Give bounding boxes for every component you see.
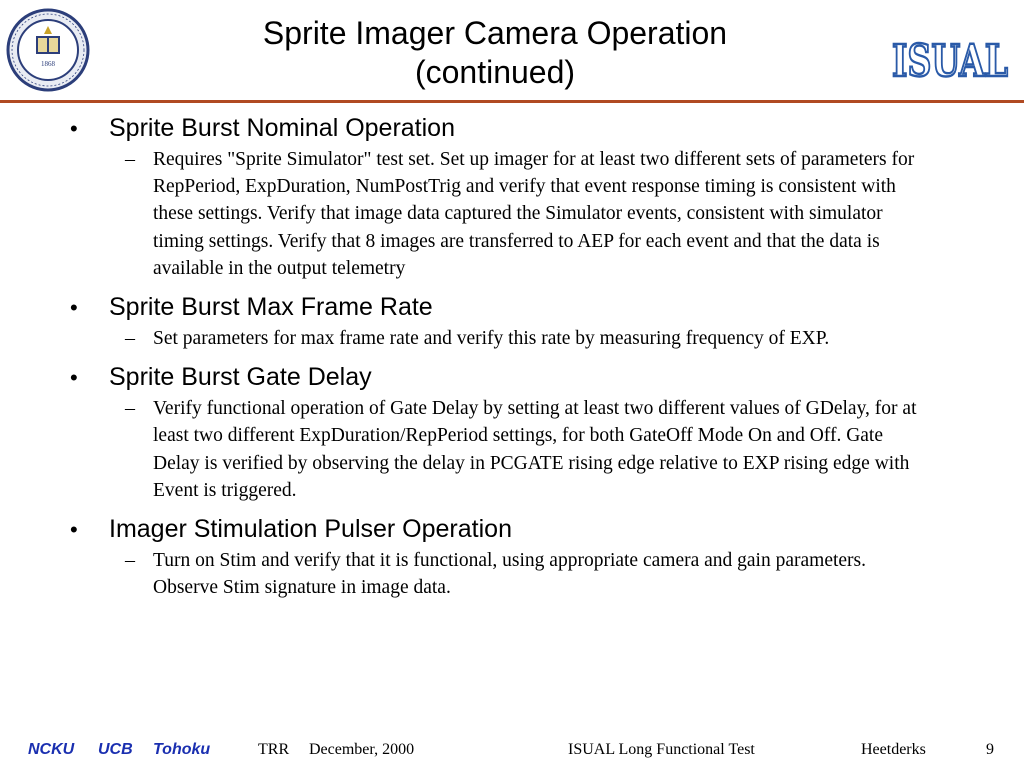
sub-item-text: Verify functional operation of Gate Delay by setting at least two different values of GDelay, for at least two different ExpDuration/RepPeriod settings, for both GateOff Mode On and Off. Gate Delay is verified by observing the delay in PCGATE rising edge relative to EXP rising edge with Event is triggered. xyxy=(153,398,917,501)
bullet-heading: Sprite Burst Max Frame Rate xyxy=(109,293,433,322)
sub-item-text: Turn on Stim and verify that it is functional, using appropriate camera and gain parameters. Observe Stim signature in image data. xyxy=(153,550,867,599)
bullet-item xyxy=(0,512,1024,546)
bullet-heading: Imager Stimulation Pulser Operation xyxy=(109,515,512,544)
bullet-heading: Sprite Burst Nominal Operation xyxy=(109,114,455,142)
sub-item xyxy=(0,325,1024,352)
footer-author: Heetderks xyxy=(861,741,926,758)
isual-logo-text: ISUAL xyxy=(892,36,1008,86)
page-number: 9 xyxy=(986,741,994,758)
dash-marker: – xyxy=(125,148,135,170)
university-seal-logo xyxy=(6,8,90,92)
slide-body xyxy=(0,108,1024,609)
sub-item-text: Set parameters for max frame rate and verify this rate by measuring frequency of EXP. xyxy=(153,328,830,350)
dash-marker: – xyxy=(125,549,135,572)
sub-item xyxy=(0,146,1024,282)
bullet-marker: • xyxy=(70,116,78,141)
footer-org-ncku: NCKU xyxy=(28,741,75,758)
seal-year: 1868 xyxy=(41,60,55,68)
sub-item-text: Requires "Sprite Simulator" test set. Set up imager for at least two different sets of parameters for RepPeriod, ExpDuration, NumPostTrig and verify that event response timing is consistent with these settings. Verify that image data captured the Simulator events, consistent with simulator timing settings. Verify that 8 images are transferred to AEP for each event and that the data is available in the output telemetry xyxy=(153,149,915,279)
bullet-marker: • xyxy=(70,517,78,543)
bullet-item xyxy=(0,290,1024,324)
bullet-marker: • xyxy=(70,365,78,391)
isual-logo xyxy=(886,26,1014,86)
bullet-item xyxy=(0,360,1024,394)
bullet-item xyxy=(0,111,1024,145)
footer-doc-title: ISUAL Long Functional Test xyxy=(568,741,755,758)
dash-marker: – xyxy=(125,327,135,350)
slide-title-line-1: Sprite Imager Camera Operation xyxy=(262,15,728,51)
footer-org-ucb: UCB xyxy=(98,741,133,758)
dash-marker: – xyxy=(125,397,135,420)
slide-title-line-2: (continued) xyxy=(414,54,576,90)
footer-review: TRR xyxy=(258,741,290,758)
footer-date: December, 2000 xyxy=(309,741,415,758)
slide-footer xyxy=(0,738,1024,762)
sub-item xyxy=(0,547,1024,601)
header-divider xyxy=(0,100,1024,103)
footer-org-tohoku: Tohoku xyxy=(153,741,211,758)
slide-title xyxy=(170,14,820,92)
sub-item xyxy=(0,395,1024,504)
bullet-marker: • xyxy=(70,295,78,321)
bullet-heading: Sprite Burst Gate Delay xyxy=(109,363,372,392)
